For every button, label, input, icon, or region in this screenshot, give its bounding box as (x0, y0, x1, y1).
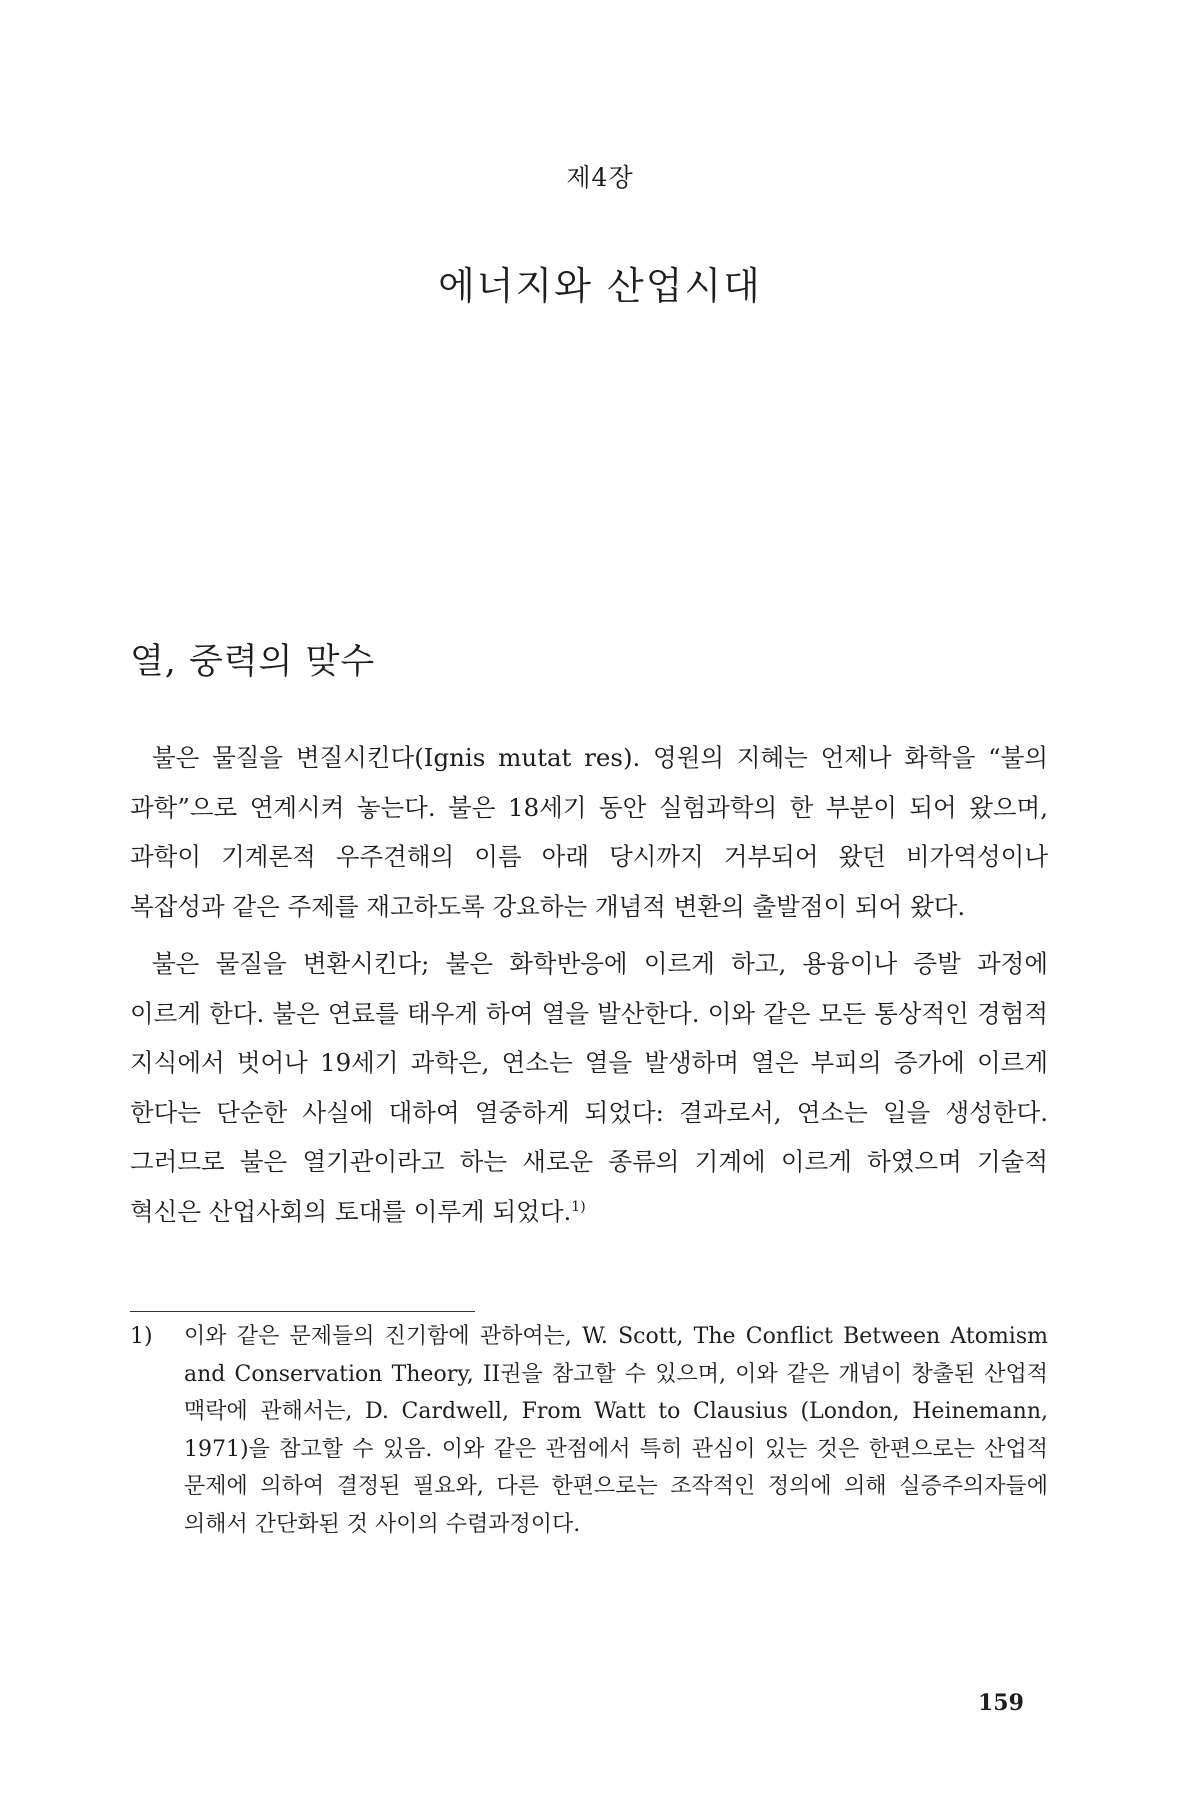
page-number: 159 (978, 1690, 1024, 1716)
footnote-divider (130, 1311, 475, 1312)
footnote-number: 1) (130, 1324, 153, 1349)
section-heading: 열, 중력의 맞수 (130, 642, 376, 682)
paragraph-text: 불은 물질을 변질시킨다(Ignis mutat res). 영원의 지혜는 언제나 화학을 “불의 과학”으로 연계시켜 놓는다. 불은 18세기 동안 실험과학의 한 부분이 되어 왔으며, 과학이 기계론적 우주견해의 이름 아래 당시까지 거부되어 왔던 비가역성이나 복잡성과 같은 주제를 재고하도록 강요하는 개념적 변환의 출발점이 되어 왔다. (130, 743, 1048, 921)
paragraph (130, 939, 1048, 1236)
chapter-title: 에너지와 산업시대 (438, 264, 762, 308)
body-text (130, 733, 1048, 1236)
paragraph (130, 733, 1048, 931)
chapter-label: 제4장 (566, 163, 634, 192)
footnote-text: 이와 같은 문제들의 진기함에 관하여는, W. Scott, The Conflict Between Atomism and Conservation Theory, II권을 참고할 수 있으며, 이와 같은 개념이 창출된 산업적 맥락에 관해서는, D. Cardwell, From Watt to Clausius (London, Heinemann, 1971)을 참고할 수 있음. 이와 같은 관점에서 특히 관심이 있는 것은 한편으로는 산업적 문제에 의하여 결정된 필요와, 다른 한편으로는 조작적인 정의에 의해 실증주의자들에 의해서 간단화된 것 사이의 수렴과정이다. (184, 1324, 1048, 1537)
footnote-reference: 1) (571, 1198, 586, 1215)
paragraph-text: 불은 물질을 변환시킨다; 불은 화학반응에 이르게 하고, 용융이나 증발 과정에 이르게 한다. 불은 연료를 태우게 하여 열을 발산한다. 이와 같은 모든 통상적인 경험적 지식에서 벗어나 19세기 과학은, 연소는 열을 발생하며 열은 부피의 증가에 이르게 한다는 단순한 사실에 대하여 열중하게 되었다: 결과로서, 연소는 일을 생성한다. 그러므로 불은 열기관이라고 하는 새로운 종류의 기계에 이르게 하였으며 기술적 혁신은 산업사회의 토대를 이루게 되었다. (130, 949, 1048, 1226)
footnote (130, 1318, 1048, 1543)
